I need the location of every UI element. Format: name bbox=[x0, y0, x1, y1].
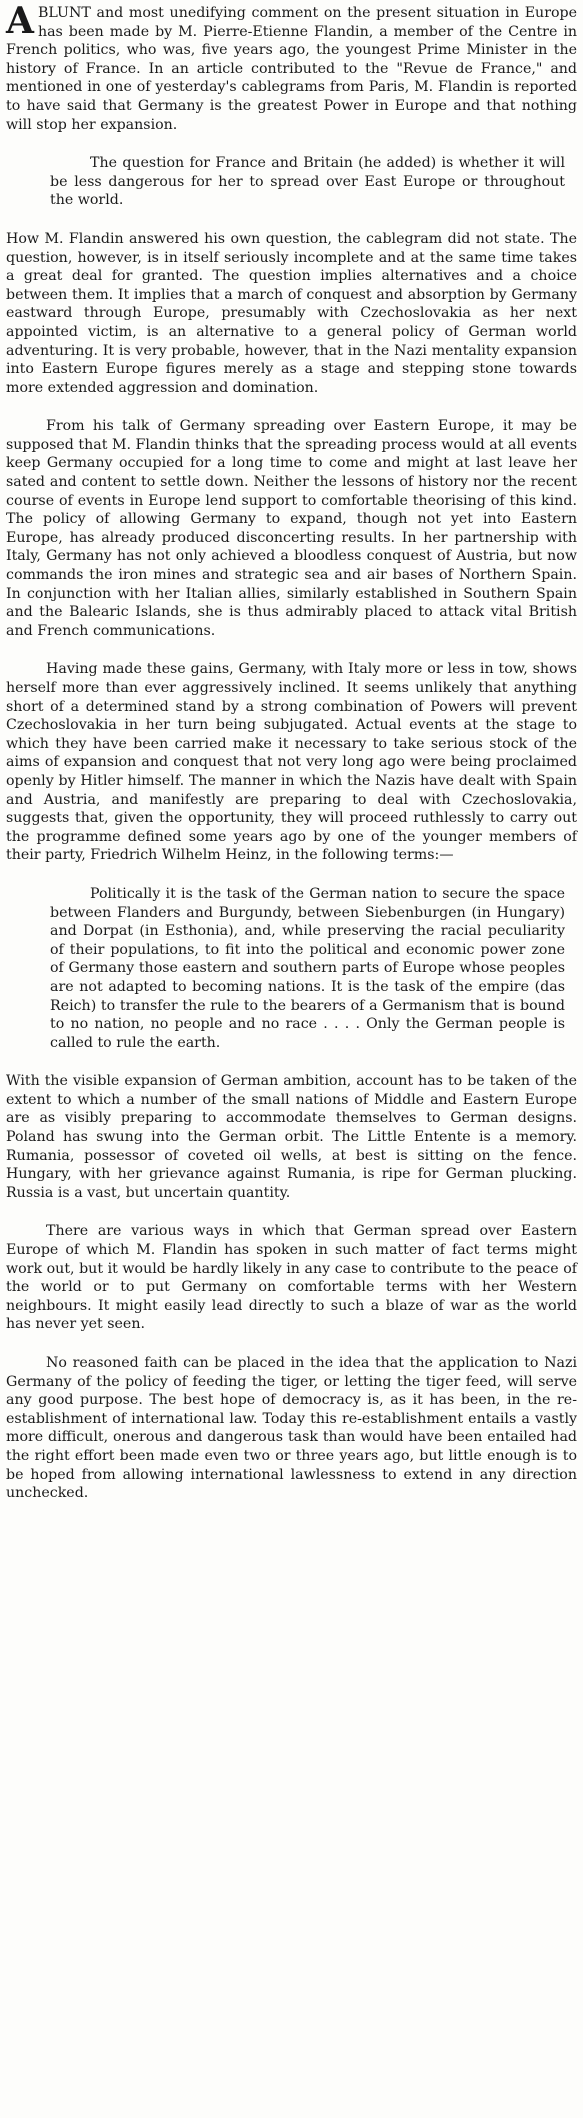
drop-cap: A bbox=[6, 0, 34, 42]
paragraph-2: How M. Flandin answered his own question, the cablegram did not state. The question, however, is in itself seriously incomplete and at the same time takes a great deal for granted. The question implies alternatives and a choice between them. It implies that a march of conquest and absorption by Germany eastward through Europe, presumably with Czechoslovakia as her next appointed victim, is an alternative to a general policy of German world adventuring. It is very probable, however, that in the Nazi mentality expansion into Eastern Europe figures merely as a stage and stepping stone towards more extended aggression and domination. bbox=[6, 230, 577, 396]
paragraph-7: No reasoned faith can be placed in the idea that the application to Nazi Germany of the policy of feeding the tiger, or letting the tiger feed, will serve any good purpose. The best hope of democracy is, as it has been, in the re-establishment of international law. Today this re-establishment entails a vastly more difficult, onerous and dangerous task than would have been entailed had the right effort been made even two or three years ago, but little enough is to be hoped from allowing international lawlessness to extend in any direction unchecked. bbox=[6, 1355, 577, 1502]
paragraph-1-text: BLUNT and most unedifying comment on the present situation in Europe has been made by M. Pierre-Etienne Flandin, a member of the Centre in French politics, who was, five years ago, the youngest Prime Minister in the history of France. In an article contributed to the "Revue de France," and mentioned in one of yesterday's cablegrams from Paris, M. Flandin is reported to have said that Germany is the greatest Power in Europe and that nothing will stop her expansion. bbox=[6, 5, 577, 133]
paragraph-5: With the visible expansion of German ambition, account has to be taken of the extent to which a number of the small nations of Middle and Eastern Europe are as visibly preparing to accommodate themselves to German designs. Poland has swung into the German orbit. The Little Entente is a memory. Rumania, possessor of coveted oil wells, at best is sitting on the fence. Hungary, with her grievance against Rumania, is ripe for German plucking. Russia is a vast, but uncertain quantity. bbox=[6, 1073, 577, 1201]
paragraph-1 bbox=[6, 0, 577, 134]
paragraph-3: From his talk of Germany spreading over Eastern Europe, it may be supposed that M. Flandin thinks that the spreading process would at all events keep Germany occupied for a long time to come and might at last leave her sated and content to settle down. Neither the lessons of history nor the recent course of events in Europe lend support to comfortable theorising of this kind. The policy of allowing Germany to expand, though not yet into Eastern Europe, has already produced disconcerting results. In her partnership with Italy, Germany has not only achieved a bloodless conquest of Austria, but now commands the iron mines and strategic sea and air bases of Northern Spain. In conjunction with her Italian allies, similarly established in Southern Spain and the Balearic Islands, she is thus admirably placed to attack vital British and French communications. bbox=[6, 418, 577, 639]
paragraph-4: Having made these gains, Germany, with Italy more or less in tow, shows herself more than ever aggressively inclined. It seems unlikely that anything short of a determined stand by a strong combination of Powers will prevent Czechoslovakia in her turn being subjugated. Actual events at the stage to which they have been carried make it necessary to take serious stock of the aims of expansion and conquest that not very long ago were being proclaimed openly by Hitler himself. The manner in which the Nazis have dealt with Spain and Austria, and manifestly are preparing to deal with Czechoslovakia, suggests that, given the opportunity, they will proceed ruthlessly to carry out the programme defined some years ago by one of the younger members of their party, Friedrich Wilhelm Heinz, in the following terms:— bbox=[6, 661, 577, 864]
paragraph-6: There are various ways in which that German spread over Eastern Europe of which M. Flandin has spoken in such matter of fact terms might work out, but it would be hardly likely in any case to contribute to the peace of the world or to put Germany on comfortable terms with her Western neighbours. It might easily lead directly to such a blaze of war as the world has never yet seen. bbox=[6, 1223, 577, 1333]
quotation-2: Politically it is the task of the German nation to secure the space between Flanders and Burgundy, between Siebenburgen (in Hungary) and Dorpat (in Esthonia), and, while preserving the racial peculiarity of their populations, to fit into the political and economic power zone of Germany those eastern and southern parts of Europe whose peoples are not adapted to becoming nations. It is the task of the empire (das Reich) to transfer the rule to the bearers of a Germanism that is bound to no nation, no people and no race . . . . Only the German people is called to rule the earth. bbox=[50, 885, 565, 1051]
quotation-1: The question for France and Britain (he added) is whether it will be less dangerous for her to spread over East Europe or throughout the world. bbox=[50, 155, 565, 209]
